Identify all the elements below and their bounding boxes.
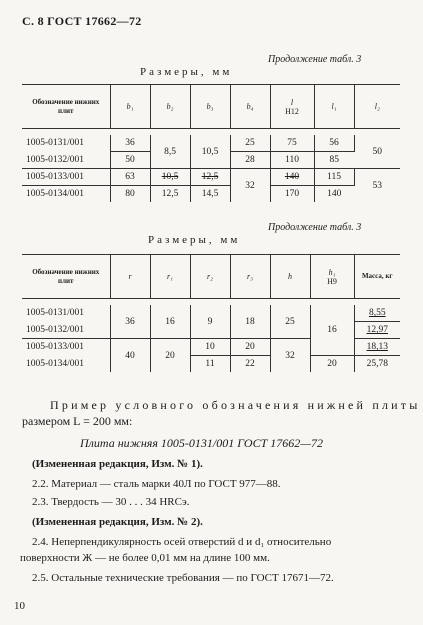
page-header: С. 8 ГОСТ 17662—72	[22, 14, 142, 28]
table1-cell-l2: 50	[372, 146, 382, 157]
example-size: размером L = 200 мм:	[22, 414, 133, 428]
table-row	[22, 356, 400, 373]
table1-cell-designation: 1005-0133/001	[22, 169, 110, 186]
table2-continuation: Продолжение табл. 3	[268, 222, 362, 233]
table2-col-mass: Масса, кг	[354, 255, 400, 299]
table2	[22, 254, 400, 372]
table1	[22, 84, 400, 202]
table-row	[22, 169, 400, 186]
example-designation: Плита нижняя 1005-0131/001 ГОСТ 17662—72	[80, 436, 323, 450]
table2-cell-h: 25	[270, 305, 310, 339]
table1-cell-b3-value: 12,5	[201, 172, 219, 182]
table2-cell-r1: 16	[150, 305, 190, 339]
table2-cell-mass-value: 18,13	[366, 342, 388, 352]
table1-cell-b3: 10,5	[190, 135, 230, 169]
table2-cell-r: 40	[110, 339, 150, 373]
table1-cell-l: 75	[270, 135, 314, 152]
table-row	[22, 135, 400, 152]
table2-cell-mass	[354, 339, 400, 356]
table2-cell-designation: 1005-0132/001	[22, 322, 110, 339]
table2-col-r3: r₃	[230, 255, 270, 299]
table1-cell-l1: 115	[314, 169, 354, 186]
table1-col-b1: b₁	[110, 85, 150, 129]
table1-cell-l-value: 140	[284, 172, 300, 182]
table1-cell-b4: 28	[230, 152, 270, 169]
table1-cell-l1: 85	[314, 152, 354, 169]
table1-cell-l2: 53	[354, 169, 400, 203]
table1-cell-b2: 12,5	[150, 186, 190, 203]
table1-cell-designation: 1005-0132/001	[22, 152, 110, 169]
table2-col-r2: r₂	[190, 255, 230, 299]
table1-cell-designation: 1005-0131/001	[22, 135, 110, 152]
table2-col-name: Обозначение нижних плит	[22, 255, 110, 299]
table2-col-h1	[310, 255, 354, 299]
table2-cell-r: 36	[110, 305, 150, 339]
clause-2-3: 2.3. Твердость — 30 . . . 34 HRCэ.	[32, 496, 190, 508]
clause-2-4: 2.4. Неперпендикулярность осей отверстий d и d₁ относительно	[32, 536, 332, 548]
table1-cell-designation: 1005-0134/001	[22, 186, 110, 203]
table2-cell-r1: 20	[150, 339, 190, 373]
table2-cell-designation: 1005-0133/001	[22, 339, 110, 356]
table1-col-l	[270, 85, 314, 129]
table1-col-l2: l₂	[354, 85, 400, 129]
example-intro: Пример условного обозначения нижней плиты	[50, 398, 421, 412]
table1-cell-l: 170	[270, 186, 314, 203]
table2-cell-r2: 11	[190, 356, 230, 373]
table1-cell-b1: 80	[110, 186, 150, 203]
table1-cell-b4: 25	[230, 135, 270, 152]
table1-cell-b2-value: 10,5	[161, 172, 179, 182]
table2-cell-h1: 16	[310, 305, 354, 356]
table1-cell-l	[270, 169, 314, 186]
table1-col-l1: l₁	[314, 85, 354, 129]
table1-col-l-symbol: l	[290, 97, 294, 107]
table1-cell-l1: 56	[314, 135, 354, 152]
table1-col-b2: b₂	[150, 85, 190, 129]
clause-2-4-continued: поверхности Ж — не более 0,01 мм на длине 100 мм.	[20, 552, 270, 564]
table1-units: Размеры, мм	[140, 66, 233, 78]
table1-cell-b3: 14,5	[190, 186, 230, 203]
table2-col-h1-tolerance: H9	[327, 276, 337, 286]
table-row	[22, 305, 400, 322]
clause-2-2: 2.2. Материал — сталь марки 40Л по ГОСТ 977—88.	[32, 478, 281, 490]
table2-units: Размеры, мм	[148, 234, 241, 246]
table2-col-r: r	[110, 255, 150, 299]
table1-cell-b1: 63	[110, 169, 150, 186]
table2-cell-designation: 1005-0131/001	[22, 305, 110, 322]
table2-cell-r3: 22	[230, 356, 270, 373]
table1-col-b3: b₃	[190, 85, 230, 129]
page-number: 10	[14, 600, 25, 612]
table1-cell-b2: 8,5	[150, 135, 190, 169]
table2-col-h1-symbol: h₁	[328, 267, 336, 277]
table2-cell-r2: 9	[190, 305, 230, 339]
table-row	[22, 186, 400, 203]
table2-cell-mass: 25,78	[366, 359, 388, 369]
amendment-note-2: (Измененная редакция, Изм. № 2).	[32, 516, 203, 528]
table2-col-r1: r₁	[150, 255, 190, 299]
table2-cell-h1: 20	[310, 356, 354, 373]
table2-cell-r3: 18	[230, 305, 270, 339]
table1-col-name: Обозначение нижних плит	[22, 85, 110, 129]
table2-cell-h: 32	[270, 339, 310, 373]
table1-cell-b3	[190, 169, 230, 186]
table2-cell-mass	[354, 305, 400, 322]
table2-cell-r2: 10	[190, 339, 230, 356]
table1-col-l-tolerance: H12	[285, 106, 299, 116]
table1-cell-b4: 32	[230, 169, 270, 203]
table1-cell-l: 110	[270, 152, 314, 169]
table1-cell-b1: 36	[110, 135, 150, 152]
table2-cell-mass	[354, 322, 400, 339]
table2-cell-r3: 20	[230, 339, 270, 356]
table2-col-h: h	[270, 255, 310, 299]
table1-cell-b2	[150, 169, 190, 186]
table1-cell-l1: 140	[327, 189, 342, 199]
table2-cell-mass-value: 12,97	[366, 325, 388, 335]
table1-col-b4: b₄	[230, 85, 270, 129]
table1-cell-b1: 50	[110, 152, 150, 169]
table2-cell-mass-value: 8,55	[368, 308, 386, 318]
clause-2-5: 2.5. Остальные технические требования — по ГОСТ 17671—72.	[32, 572, 334, 584]
table2-cell-designation: 1005-0134/001	[22, 356, 110, 373]
table1-continuation: Продолжение табл. 3	[268, 54, 362, 65]
amendment-note-1: (Измененная редакция, Изм. № 1).	[32, 458, 203, 470]
